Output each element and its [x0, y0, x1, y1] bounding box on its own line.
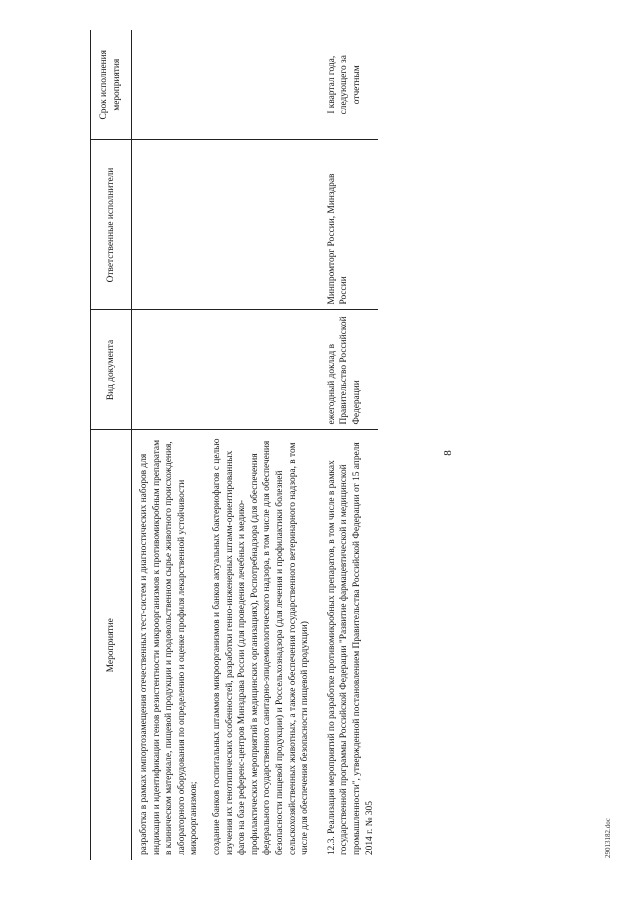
measures-table	[90, 30, 378, 860]
header-measure: Мероприятие	[91, 430, 132, 860]
row1-term-cell	[132, 30, 324, 140]
page-number: 8	[442, 450, 454, 456]
row2-measure-cell: 12.3. Реализация мероприятий по разработке противомикробных препаратов, в том числе в рамках государственной программы Российской Федерации "Развитие фармацевтической и медицинской промышленности", утвержденной постановлением Правительства Российской Федерации от 15 апреля 2014 г. № 305	[326, 442, 375, 855]
row2-executors-cell: Минпромторг России, Минздрав России	[324, 140, 378, 310]
header-term	[91, 30, 132, 140]
header-executors: Ответственные исполнители	[91, 140, 132, 310]
row1-measure-paragraph-1: разработка в рамках импортозамещения отечественных тест-систем и диагностических наборов для индикации и идентификации генов резистентности микроорганизмов к противомикробным препаратам в клиническом материале, пищевой продукции и продовольственном сырье животного происхождения, лабораторного оборудования по определению и оценке профиля лекарственной устойчивости микроорганизмов;	[139, 439, 200, 855]
table-header-row	[91, 30, 132, 860]
row1-measure-paragraph-2: создание банков госпитальных штаммов микроорганизмов и банков актуальных бактериофагов с целью изучения их генотипических особенностей, разработки генно-инженерных штамм-ориентированных фагов на базе референс-центров Минздрава России (для проведения лечебных и медико-профилактических мероприятий в медицинских организациях), Роспотребнадзора (для обеспечения федерального государственного санитарно-эпидемиологического надзора, в том числе для обеспечения безопасности пищевой продукции) и Россельхознадзора (для лечения и профилактики болезней сельскохозяйственных животных, а также обеспечения государственного ветеринарного надзора, в том числе для обеспечения безопасности пищевой продукции)	[211, 438, 311, 855]
header-doc-type: Вид документа	[91, 310, 132, 430]
row2-term-cell: I квартал года, следующего за отчетным	[324, 30, 378, 140]
document-file-code: 29013182.doc	[604, 818, 612, 858]
row1-executors-cell	[132, 140, 324, 310]
table-row	[132, 30, 324, 860]
row1-doc-type-cell	[132, 310, 324, 430]
table-row	[324, 30, 378, 860]
header-term-line2: мероприятия	[112, 58, 122, 111]
header-term-line1: Срок исполнения	[99, 50, 110, 120]
row1-measure-cell	[132, 430, 324, 860]
row2-doc-type-cell: ежегодный доклад в Правительство Российской Федерации	[324, 310, 378, 430]
document-table-area	[90, 30, 560, 860]
